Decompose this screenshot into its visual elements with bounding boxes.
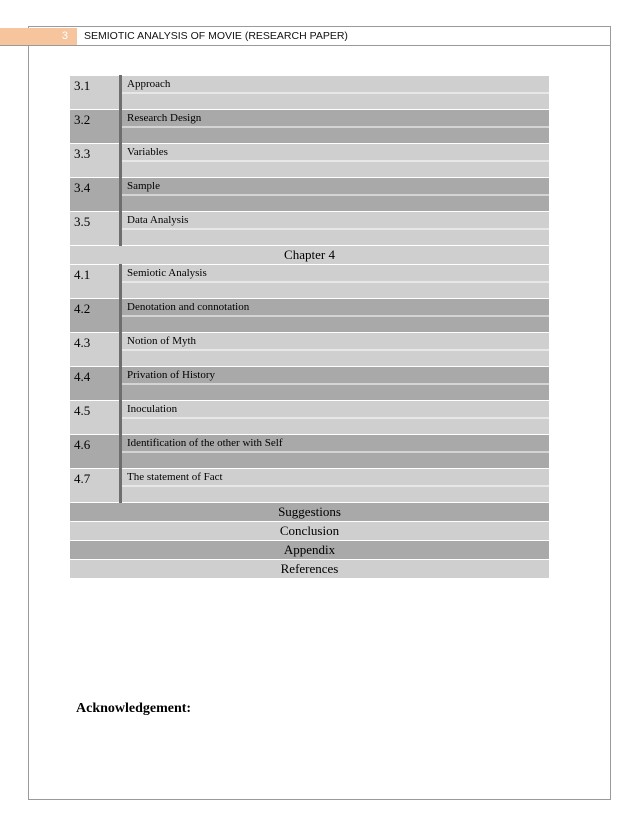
toc-row-3-5 (70, 212, 550, 246)
toc-row-4-3 (70, 333, 550, 367)
toc-title: Inoculation (121, 401, 550, 435)
header-rule (0, 45, 611, 46)
toc-number: 3.1 (70, 76, 121, 110)
toc-appendix-row (70, 541, 550, 560)
toc-number: 4.5 (70, 401, 121, 435)
toc-number: 4.1 (70, 265, 121, 299)
toc-row-4-7 (70, 469, 550, 503)
toc-title: Denotation and connotation (121, 299, 550, 333)
toc-row-3-2 (70, 110, 550, 144)
page-number: 3 (0, 28, 77, 45)
toc-title: The statement of Fact (121, 469, 550, 503)
toc-title: Sample (121, 178, 550, 212)
toc-row-3-3 (70, 144, 550, 178)
toc-row-3-1 (70, 76, 550, 110)
toc-number: 3.2 (70, 110, 121, 144)
toc-title: Privation of History (121, 367, 550, 401)
toc-title: Variables (121, 144, 550, 178)
running-header: SEMIOTIC ANALYSIS OF MOVIE (RESEARCH PAPER) (84, 30, 348, 42)
toc-conclusion-row (70, 522, 550, 541)
toc-appendix: Appendix (70, 541, 550, 560)
toc-number: 4.6 (70, 435, 121, 469)
toc-title: Semiotic Analysis (121, 265, 550, 299)
toc-row-4-1 (70, 265, 550, 299)
toc-row-3-4 (70, 178, 550, 212)
toc-title: Identification of the other with Self (121, 435, 550, 469)
toc-row-4-5 (70, 401, 550, 435)
table-of-contents (69, 75, 550, 579)
toc-suggestions: Suggestions (70, 503, 550, 522)
toc-number: 4.3 (70, 333, 121, 367)
toc-row-4-6 (70, 435, 550, 469)
toc-references: References (70, 560, 550, 579)
toc-number: 4.7 (70, 469, 121, 503)
toc-row-4-4 (70, 367, 550, 401)
toc-title: Approach (121, 76, 550, 110)
toc-number: 3.4 (70, 178, 121, 212)
toc-references-row (70, 560, 550, 579)
toc-title: Data Analysis (121, 212, 550, 246)
toc-title: Research Design (121, 110, 550, 144)
toc-conclusion: Conclusion (70, 522, 550, 541)
toc-number: 4.4 (70, 367, 121, 401)
toc-number: 3.5 (70, 212, 121, 246)
toc-number: 4.2 (70, 299, 121, 333)
toc-row-4-2 (70, 299, 550, 333)
toc-chapter-heading-row (70, 246, 550, 265)
toc-suggestions-row (70, 503, 550, 522)
toc-number: 3.3 (70, 144, 121, 178)
chapter-4-heading: Chapter 4 (70, 246, 550, 265)
acknowledgement-heading: Acknowledgement: (76, 701, 192, 716)
toc-title: Notion of Myth (121, 333, 550, 367)
